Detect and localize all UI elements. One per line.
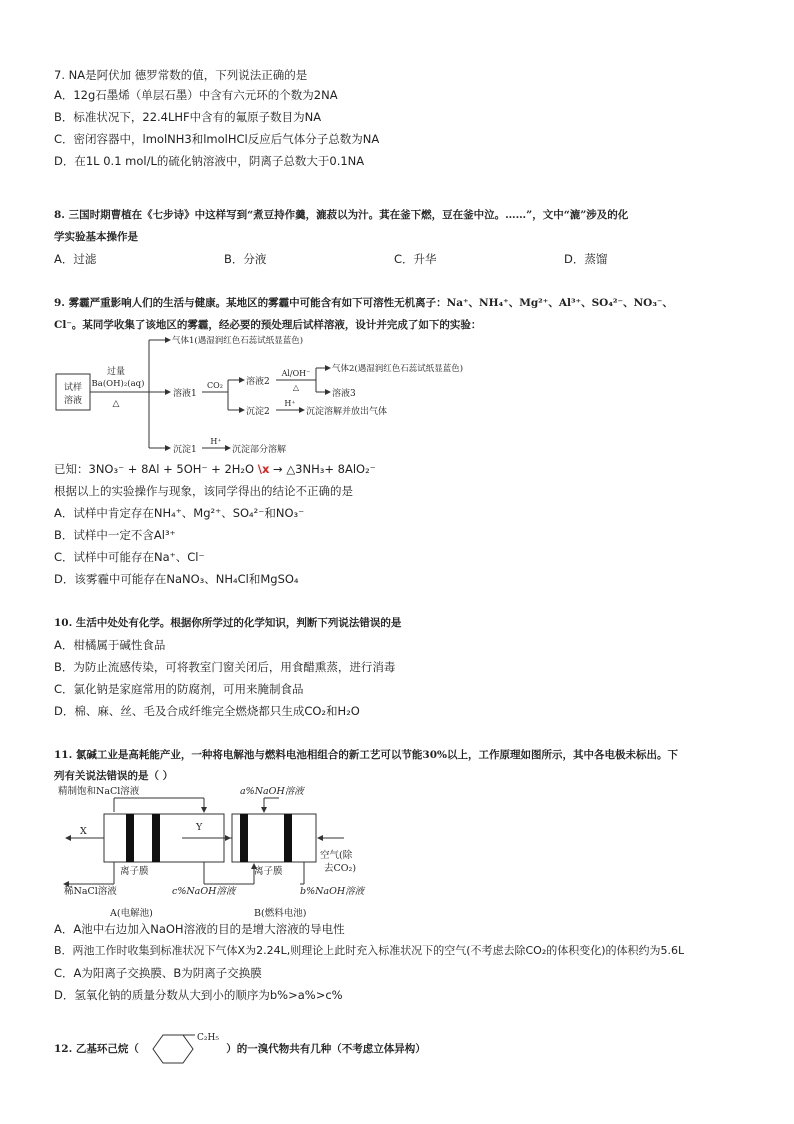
question-7-stem: 7. NA是阿伏加 德罗常数的值，下列说法正确的是 [54,68,308,82]
solution2: 溶液2 [246,377,270,387]
q9-option-b: B．试样中一定不含Al³⁺ [54,528,176,542]
reagent: Ba(OH)₂(aq) [91,379,145,389]
solution1: 溶液1 [173,389,197,399]
q8-option-d: D．蒸馏 [564,252,608,266]
precip1: 沉淀1 [173,445,197,455]
question-11 [54,744,754,786]
question-12 [54,1032,754,1066]
y-label: Y [196,822,203,833]
q9-option-c: C．试样中可能存在Na⁺、Cl⁻ [54,550,205,564]
question-9-body [54,458,754,590]
question-12-stem-prefix: 12. 乙基环己烷（ [54,1043,139,1055]
ethylcyclohexane-structure [143,1032,223,1066]
question-10-stem: 10. 生活中处处有化学。根据你所学过的化学知识，判断下列说法错误的是 [54,617,402,629]
co2: CO₂ [207,381,223,390]
q9-conclusion: 根据以上的实验操作与现象，该同学得出的结论不正确的是 [54,484,353,498]
membrane-b-bar [240,814,248,862]
q9-known [54,458,754,480]
question-12-stem-suffix: ）的一溴代物共有几种（不考虑立体异构） [226,1043,426,1055]
q11-cell-diagram [54,784,384,924]
sample-label-2: 溶液 [63,396,83,406]
b-naoh-label: b%NaOH溶液 [300,886,365,897]
question-8-stem-line1: 8. 三国时期曹植在《七步诗》中这样写到“煮豆持作羹，漉菽以为汁。萁在釜下燃，豆在釜中泣。……”，文中“漉”涉及的化 [54,209,629,221]
x-label: X [80,826,87,837]
label-a: A(电解池) [110,908,153,919]
sample-label-1: 试样 [63,383,83,393]
top-right-label: a%NaOH溶液 [240,786,304,797]
h-plus-2: H⁺ [210,437,222,446]
question-9-stem-line2: Cl⁻。某同学收集了该地区的雾霾，经必要的预处理后试样溶液，设计并完成了如下的实验： [54,319,482,331]
q9-option-d: D．该雾霾中可能存在NaNO₃、NH₄Cl和MgSO₄ [54,572,299,586]
air-label-2: 去CO₂) [324,863,357,874]
membrane-a-label: 离子膜 [120,866,149,877]
air-label-1: 空气(除 [320,850,353,861]
precip2: 沉淀2 [246,407,270,417]
q11-option-b: B．两池工作时收集到标准状况下气体X为2.24L,则理论上此时充入标准状况下的空气(不考虑去除CO₂的体积变化)的体积约为5.6L [54,944,685,957]
q7-option-d: D．在1L 0.1 mol/L的硫化钠溶液中，阴离子总数大于0.1NA [54,154,365,168]
heat-2: △ [292,383,300,392]
q8-option-b: B．分液 [224,252,267,266]
substituent-label: C₂H₅ [196,1033,219,1043]
q9-flow-diagram [54,330,514,460]
al-oh: Al/OH⁻ [281,369,311,378]
q8-options [54,248,754,270]
precip1-result: 沉淀部分溶解 [232,445,287,455]
precip2-result: 沉淀溶解并放出气体 [306,407,388,417]
q7-option-b: B．标准状况下，22.4LHF中含有的氟原子数目为NA [54,110,322,124]
question-9-stem-line1: 9. 雾霾严重影响人们的生活与健康。某地区的雾霾中可能含有如下可溶性无机离子：Na⁺、NH₄⁺、Mg²⁺、Al³⁺、SO₄²⁻、NO₃⁻、 [54,297,673,309]
membrane-a-bar [126,814,134,862]
question-8-stem-line2: 学实验基本操作是 [54,231,138,243]
h-plus: H⁺ [284,399,296,408]
q10-option-b: B．为防止流感传染，可将教室门窗关闭后，用食醋熏蒸，进行消毒 [54,660,396,674]
solution3: 溶液3 [332,389,356,399]
label-b: B(燃料电池) [254,908,307,919]
q9-known-prefix: 已知：3NO₃⁻ + 8Al + 5OH⁻ + 2H₂O [54,462,255,476]
question-7 [54,66,379,172]
question-10 [54,612,754,722]
heat-1: △ [112,399,120,409]
q7-option-c: C．密闭容器中，lmolNH3和lmolHCl反应后气体分子总数为NA [54,132,380,146]
q9-option-a: A．试样中肯定存在NH₄⁺、Mg²⁺、SO₄²⁻和NO₃⁻ [54,506,305,520]
q9-known-suffix: → △3NH₃+ 8AlO₂⁻ [273,462,376,476]
question-11-options [54,918,774,1006]
c-naoh-label: c%NaOH溶液 [172,886,236,897]
top-left-label: 精制饱和NaCl溶液 [58,786,140,797]
q8-option-c: C．升华 [394,252,437,266]
electrode-a [152,814,160,862]
question-11-stem-line1: 11. 氯碱工业是高耗能产业，一种将电解池与燃料电池相组合的新工艺可以节能30%以上，工作原理如图所示，其中各电极未标出。下 [54,749,679,761]
q9-known-mark: \x [257,462,270,476]
gas1: 气体1(遇湿润红色石蕊试纸显蓝色) [172,336,304,346]
question-11-stem-line2: 列有关说法错误的是（ ） [54,770,174,782]
q11-option-d: D．氢氧化钠的质量分数从大到小的顺序为b%>a%>c% [54,988,343,1002]
q10-option-c: C．氯化钠是家庭常用的防腐剂，可用来腌制食品 [54,682,304,696]
q11-option-a: A．A池中右边加入NaOH溶液的目的是增大溶液的导电性 [54,922,345,936]
reagent-top: 过量 [106,367,126,377]
gas2: 气体2(遇湿润红色石蕊试纸显蓝色) [332,364,464,374]
q10-option-a: A．柑橘属于碱性食品 [54,638,166,652]
q8-option-a: A．过滤 [54,252,97,266]
dilute-label: 稀NaCl溶液 [64,886,117,897]
q7-option-a: A．12g石墨烯（单层石墨）中含有六元环的个数为2NA [54,88,338,102]
q11-option-c: C．A为阳离子交换膜、B为阴离子交换膜 [54,966,262,980]
q10-option-d: D．棉、麻、丝、毛及合成纤维完全燃烧都只生成CO₂和H₂O [54,704,360,718]
question-8 [54,204,754,270]
membrane-b-label: 离子膜 [254,866,283,877]
electrode-b [284,814,292,862]
